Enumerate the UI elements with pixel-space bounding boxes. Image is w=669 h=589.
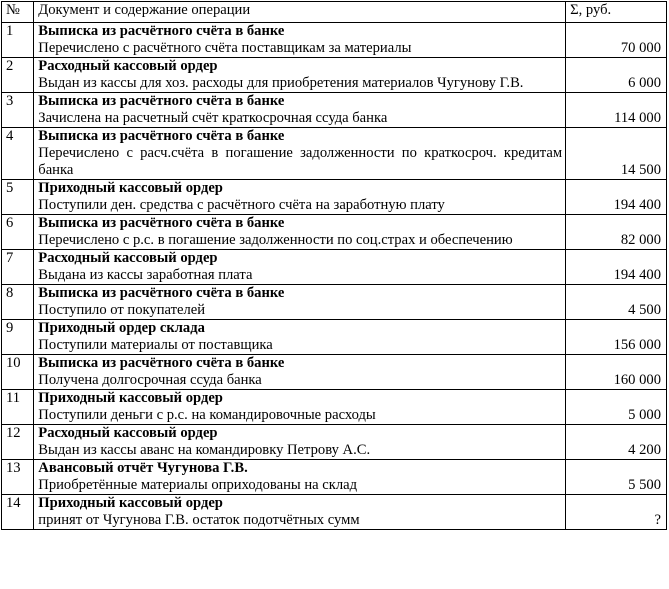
row-number: 10 <box>2 355 34 390</box>
column-header-document: Документ и содержание операции <box>34 2 566 23</box>
document-title: Выписка из расчётного счёта в банке <box>38 128 285 144</box>
operation-description: Перечислено с р.с. в погашение задолженности по соц.страх и обеспечению <box>38 232 513 248</box>
document-title: Расходный кассовый ордер <box>38 425 218 441</box>
row-sum: 4 500 <box>566 285 667 320</box>
table-header-row <box>2 2 667 23</box>
row-document-cell <box>34 180 566 215</box>
row-number: 7 <box>2 250 34 285</box>
row-document-cell <box>34 355 566 390</box>
row-sum: ? <box>566 495 667 530</box>
row-sum: 114 000 <box>566 93 667 128</box>
operation-description: Выдана из кассы заработная плата <box>38 267 253 283</box>
document-title: Выписка из расчётного счёта в банке <box>38 215 285 231</box>
table-row <box>2 180 667 215</box>
document-title: Расходный кассовый ордер <box>38 58 218 74</box>
table-body <box>2 23 667 530</box>
row-sum: 160 000 <box>566 355 667 390</box>
row-sum: 194 400 <box>566 250 667 285</box>
row-document-cell <box>34 23 566 58</box>
column-header-number: № <box>2 2 34 23</box>
row-document-cell <box>34 460 566 495</box>
document-title: Расходный кассовый ордер <box>38 250 218 266</box>
row-document-cell <box>34 58 566 93</box>
row-sum: 5 000 <box>566 390 667 425</box>
row-sum: 4 200 <box>566 425 667 460</box>
table-row <box>2 355 667 390</box>
row-document-cell <box>34 320 566 355</box>
document-title: Выписка из расчётного счёта в банке <box>38 355 285 371</box>
document-title: Выписка из расчётного счёта в банке <box>38 23 285 39</box>
table-row <box>2 215 667 250</box>
document-title: Приходный кассовый ордер <box>38 390 223 406</box>
row-number: 1 <box>2 23 34 58</box>
column-header-sum: Σ, руб. <box>566 2 667 23</box>
table-row <box>2 128 667 180</box>
operation-description: Перечислено с расч.счёта в погашение задолженности по краткосроч. кредитам банка <box>38 145 563 178</box>
table-row <box>2 285 667 320</box>
operation-description: Поступили материалы от поставщика <box>38 337 273 353</box>
row-number: 3 <box>2 93 34 128</box>
operation-description: Перечислено с расчётного счёта поставщикам за материалы <box>38 40 412 56</box>
operation-description: Поступили деньги с р.с. на командировочные расходы <box>38 407 376 423</box>
document-title: Выписка из расчётного счёта в банке <box>38 285 285 301</box>
document-title: Приходный ордер склада <box>38 320 205 336</box>
document-title: Выписка из расчётного счёта в банке <box>38 93 285 109</box>
row-number: 14 <box>2 495 34 530</box>
table-row <box>2 425 667 460</box>
row-number: 9 <box>2 320 34 355</box>
operation-description: Поступило от покупателей <box>38 302 206 318</box>
table-row <box>2 23 667 58</box>
row-sum: 14 500 <box>566 128 667 180</box>
row-document-cell <box>34 215 566 250</box>
row-document-cell <box>34 425 566 460</box>
operation-description: Приобретённые материалы оприходованы на склад <box>38 477 358 493</box>
row-number: 4 <box>2 128 34 180</box>
operation-description: Получена долгосрочная ссуда банка <box>38 372 262 388</box>
row-sum: 5 500 <box>566 460 667 495</box>
document-title: Авансовый отчёт Чугунова Г.В. <box>38 460 248 476</box>
operation-description: Выдан из кассы для хоз. расходы для приобретения материалов Чугунову Г.В. <box>38 75 524 91</box>
table-row <box>2 320 667 355</box>
row-document-cell <box>34 93 566 128</box>
operation-description: принят от Чугунова Г.В. остаток подотчётных сумм <box>38 512 360 528</box>
operations-table <box>1 1 667 530</box>
document-title: Приходный кассовый ордер <box>38 180 223 196</box>
row-number: 6 <box>2 215 34 250</box>
operation-description: Выдан из кассы аванс на командировку Петрову А.С. <box>38 442 371 458</box>
row-number: 11 <box>2 390 34 425</box>
row-number: 12 <box>2 425 34 460</box>
table-row <box>2 390 667 425</box>
row-number: 5 <box>2 180 34 215</box>
table-row <box>2 495 667 530</box>
row-document-cell <box>34 285 566 320</box>
operation-description: Поступили ден. средства с расчётного счёта на заработную плату <box>38 197 445 213</box>
row-document-cell <box>34 250 566 285</box>
row-sum: 6 000 <box>566 58 667 93</box>
table-row <box>2 58 667 93</box>
table-row <box>2 250 667 285</box>
document-title: Приходный кассовый ордер <box>38 495 223 511</box>
row-document-cell <box>34 128 566 180</box>
table-row <box>2 93 667 128</box>
table-row <box>2 460 667 495</box>
row-number: 8 <box>2 285 34 320</box>
row-sum: 156 000 <box>566 320 667 355</box>
operation-description: Зачислена на расчетный счёт краткосрочная ссуда банка <box>38 110 388 126</box>
row-sum: 194 400 <box>566 180 667 215</box>
row-document-cell <box>34 495 566 530</box>
row-sum: 70 000 <box>566 23 667 58</box>
row-number: 2 <box>2 58 34 93</box>
row-document-cell <box>34 390 566 425</box>
row-sum: 82 000 <box>566 215 667 250</box>
row-number: 13 <box>2 460 34 495</box>
